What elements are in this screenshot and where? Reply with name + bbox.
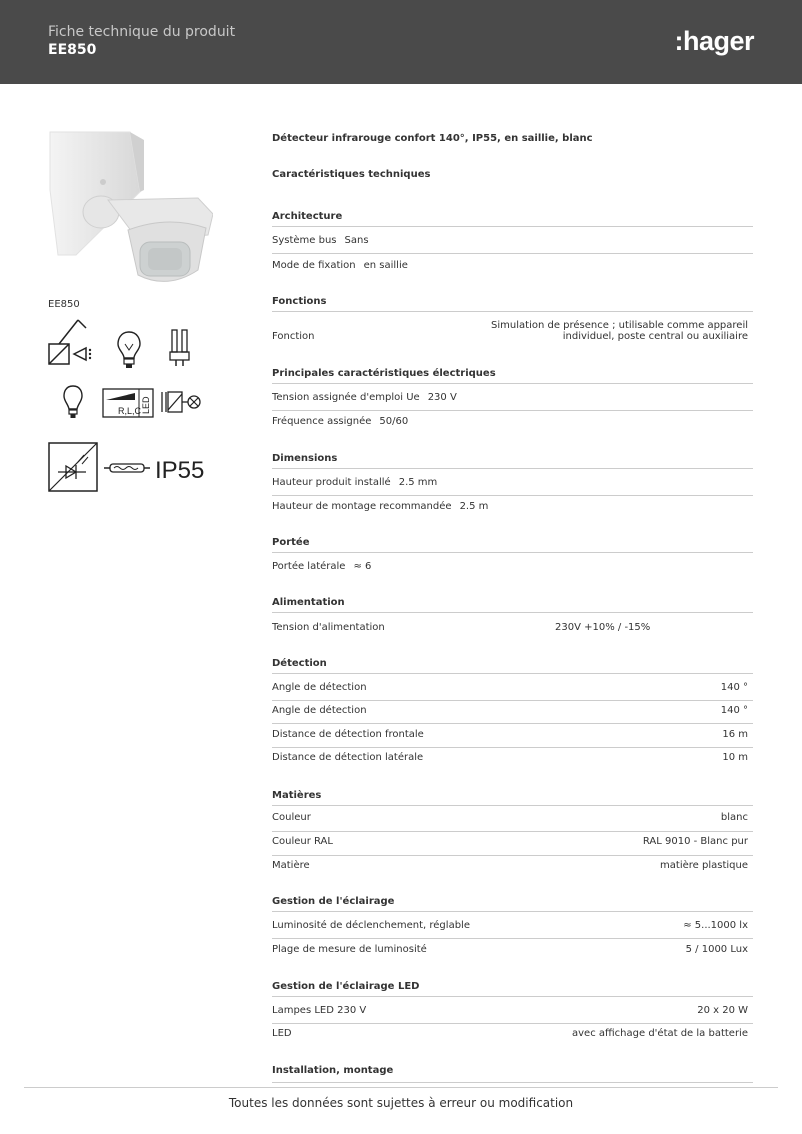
section-alimentation-heading: Alimentation — [272, 597, 753, 613]
spec-value: Sans — [344, 235, 369, 246]
spec-row — [272, 496, 753, 518]
spec-label: Tension d'alimentation — [272, 622, 385, 633]
spec-row — [272, 1000, 753, 1024]
spec-value: avec affichage d'état de la batterie — [572, 1028, 748, 1039]
spec-row — [272, 832, 753, 856]
section-fonctions-heading: Fonctions — [272, 296, 753, 312]
specs-heading: Caractéristiques techniques — [272, 169, 431, 180]
led-driver-icon — [48, 442, 98, 492]
page-header — [0, 0, 802, 84]
spec-label: Couleur — [272, 812, 311, 823]
hager-logo: :hager — [674, 26, 754, 56]
spec-label: Portée latérale — [272, 561, 346, 572]
section-eclairage-led-heading: Gestion de l'éclairage LED — [272, 981, 753, 997]
spec-row — [272, 315, 753, 353]
detector-product-image — [48, 130, 213, 285]
spec-label: Matière — [272, 860, 310, 871]
section-dimensions-heading: Dimensions — [272, 453, 753, 469]
spec-label: Tension assignée d'emploi Ue — [272, 392, 420, 403]
product-code: EE850 — [48, 42, 97, 58]
incandescent-bulb-icon — [62, 384, 84, 420]
spec-label: Mode de fixation — [272, 260, 356, 271]
section-installation-heading: Installation, montage — [272, 1065, 753, 1083]
spec-row — [272, 230, 753, 254]
relay-lamp-icon — [160, 390, 204, 414]
spec-value: 16 m — [722, 729, 748, 740]
spec-label: Fonction — [272, 331, 315, 342]
spec-label: Luminosité de déclenchement, réglable — [272, 920, 470, 931]
spec-label: Angle de détection — [272, 682, 367, 693]
spec-row — [272, 748, 753, 770]
spec-value: 140 ° — [720, 682, 748, 693]
spec-row — [272, 616, 753, 638]
spec-label: Fréquence assignée — [272, 416, 372, 427]
spec-row — [272, 701, 753, 724]
spec-label: Angle de détection — [272, 705, 367, 716]
spec-value: 2.5 mm — [398, 477, 438, 488]
spec-value: RAL 9010 - Blanc pur — [642, 836, 748, 847]
spec-label: Distance de détection frontale — [272, 729, 424, 740]
spec-value: 10 m — [722, 752, 748, 763]
spec-row — [272, 472, 753, 496]
spec-row — [272, 1024, 753, 1046]
spec-row — [272, 677, 753, 701]
spec-value: Simulation de présence ; utilisable comme appareil — [491, 320, 748, 331]
section-electrical-heading: Principales caractéristiques électriques — [272, 368, 753, 384]
spec-value: en saillie — [363, 260, 408, 271]
spec-value: 5 / 1000 Lux — [685, 944, 748, 955]
spec-label: Distance de détection latérale — [272, 752, 424, 763]
section-eclairage-heading: Gestion de l'éclairage — [272, 896, 753, 912]
spec-value: 50/60 — [379, 416, 409, 427]
spec-label: Système bus — [272, 235, 337, 246]
spec-row — [272, 254, 753, 276]
spec-row — [272, 856, 753, 878]
product-title: Détecteur infrarouge confort 140°, IP55, en saillie, blanc — [272, 133, 593, 144]
spec-value: individuel, poste central ou auxiliaire — [562, 331, 748, 342]
spec-label: Couleur RAL — [272, 836, 333, 847]
rlc-label: R,L,C — [118, 406, 142, 416]
spec-label: Hauteur produit installé — [272, 477, 391, 488]
section-portee-heading: Portée — [272, 537, 753, 553]
spec-row — [272, 411, 753, 433]
fluorescent-lamp-icon — [168, 328, 192, 368]
document-subtitle: Fiche technique du produit — [48, 24, 236, 40]
spec-value: 2.5 m — [459, 501, 489, 512]
spec-value: 230V +10% / -15% — [555, 622, 651, 633]
spec-value: 230 V — [427, 392, 457, 403]
spec-value: ≈ 6 — [353, 561, 372, 572]
ip-rating-label: IP55 — [155, 457, 205, 484]
spec-value: 140 ° — [720, 705, 748, 716]
spec-label: LED — [272, 1028, 292, 1039]
section-architecture-heading: Architecture — [272, 211, 753, 227]
halogen-bulb-icon — [116, 330, 142, 370]
spec-row — [272, 809, 753, 832]
spec-row — [272, 915, 753, 939]
spec-row — [272, 387, 753, 411]
spec-value: matière plastique — [660, 860, 748, 871]
section-matieres-heading: Matières — [272, 790, 753, 806]
led-label: LED — [141, 396, 151, 414]
footer-divider — [24, 1087, 778, 1088]
section-detection-heading: Détection — [272, 658, 753, 674]
spec-value: blanc — [720, 812, 748, 823]
spec-value: 20 x 20 W — [697, 1005, 748, 1016]
spec-label: Lampes LED 230 V — [272, 1005, 367, 1016]
spec-value: ≈ 5...1000 lx — [683, 920, 748, 931]
dimmer-rlc-led-icon — [102, 388, 154, 418]
spec-row — [272, 724, 753, 748]
spec-label: Plage de mesure de luminosité — [272, 944, 427, 955]
detector-function-icon — [48, 318, 98, 370]
product-reference: EE850 — [48, 299, 80, 310]
spec-row — [272, 556, 753, 578]
footer-disclaimer: Toutes les données sont sujettes à erreur ou modification — [228, 1096, 574, 1110]
product-image-panel — [48, 130, 218, 289]
spec-row — [272, 939, 753, 961]
halogen-tube-icon — [104, 460, 150, 476]
spec-label: Hauteur de montage recommandée — [272, 501, 452, 512]
